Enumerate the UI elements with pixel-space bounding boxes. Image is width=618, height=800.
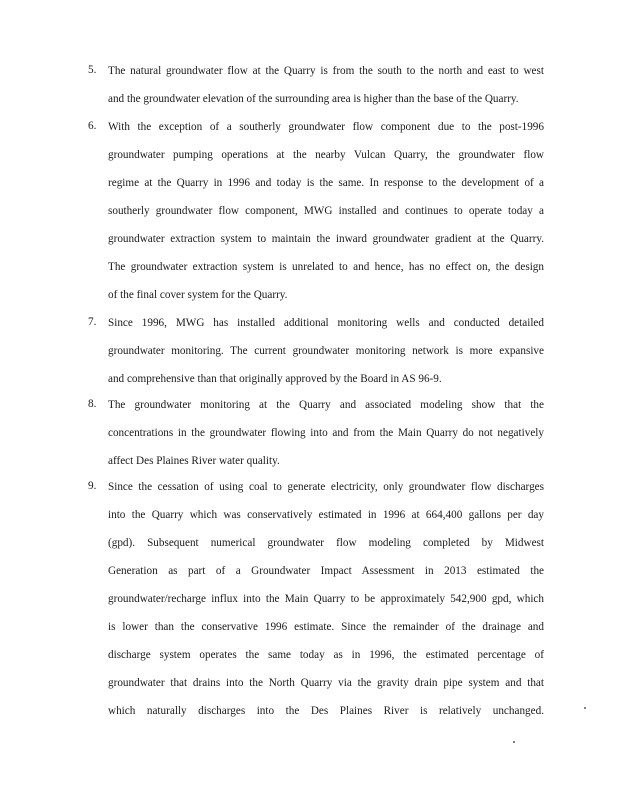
text-line: groundwater pumping operations at the nearby Vulcan Quarry, the groundwater flow (108, 149, 544, 161)
text-line: and the groundwater elevation of the surrounding area is higher than the base of the Quarry. (108, 93, 519, 105)
paragraph-number: 8. (88, 398, 97, 410)
text-line: (gpd). Subsequent numerical groundwater flow modeling completed by Midwest (108, 537, 544, 549)
text-line: is lower than the conservative 1996 estimate. Since the remainder of the drainage and (108, 621, 544, 633)
text-line: Since the cessation of using coal to generate electricity, only groundwater flow discharges (108, 481, 544, 493)
text-line: The groundwater extraction system is unrelated to and hence, has no effect on, the design (108, 261, 544, 273)
text-line: affect Des Plaines River water quality. (108, 455, 280, 467)
text-line: groundwater extraction system to maintain the inward groundwater gradient at the Quarry. (108, 233, 544, 245)
text-line: groundwater monitoring. The current groundwater monitoring network is more expansive (108, 345, 544, 357)
text-line: southerly groundwater flow component, MWG installed and continues to operate today a (108, 205, 544, 217)
text-line: The groundwater monitoring at the Quarry and associated modeling show that the (108, 399, 544, 411)
text-line: groundwater that drains into the North Quarry via the gravity drain pipe system and that (108, 677, 544, 689)
text-line: With the exception of a southerly groundwater flow component due to the post-1996 (108, 121, 544, 133)
text-line: Generation as part of a Groundwater Impact Assessment in 2013 estimated the (108, 565, 544, 577)
text-line: groundwater/recharge influx into the Main Quarry to be approximately 542,900 gpd, which (108, 593, 544, 605)
text-line: discharge system operates the same today as in 1996, the estimated percentage of (108, 649, 544, 661)
scan-speck (513, 741, 515, 743)
paragraph-number: 7. (88, 316, 97, 328)
text-line: of the final cover system for the Quarry. (108, 289, 288, 301)
text-line: which naturally discharges into the Des Plaines River is relatively unchanged. (108, 705, 544, 717)
text-line: The natural groundwater flow at the Quarry is from the south to the north and east to west (108, 65, 544, 77)
text-line: into the Quarry which was conservatively estimated in 1996 at 664,400 gallons per day (108, 509, 544, 521)
text-line: regime at the Quarry in 1996 and today is the same. In response to the development of a (108, 177, 544, 189)
text-line: Since 1996, MWG has installed additional monitoring wells and conducted detailed (108, 317, 544, 329)
paragraph-number: 6. (88, 120, 97, 132)
text-line: and comprehensive than that originally approved by the Board in AS 96-9. (108, 373, 442, 385)
scan-speck (584, 707, 586, 709)
text-line: concentrations in the groundwater flowing into and from the Main Quarry do not negatively (108, 427, 544, 439)
paragraph-number: 5. (88, 64, 97, 76)
paragraph-number: 9. (88, 480, 97, 492)
